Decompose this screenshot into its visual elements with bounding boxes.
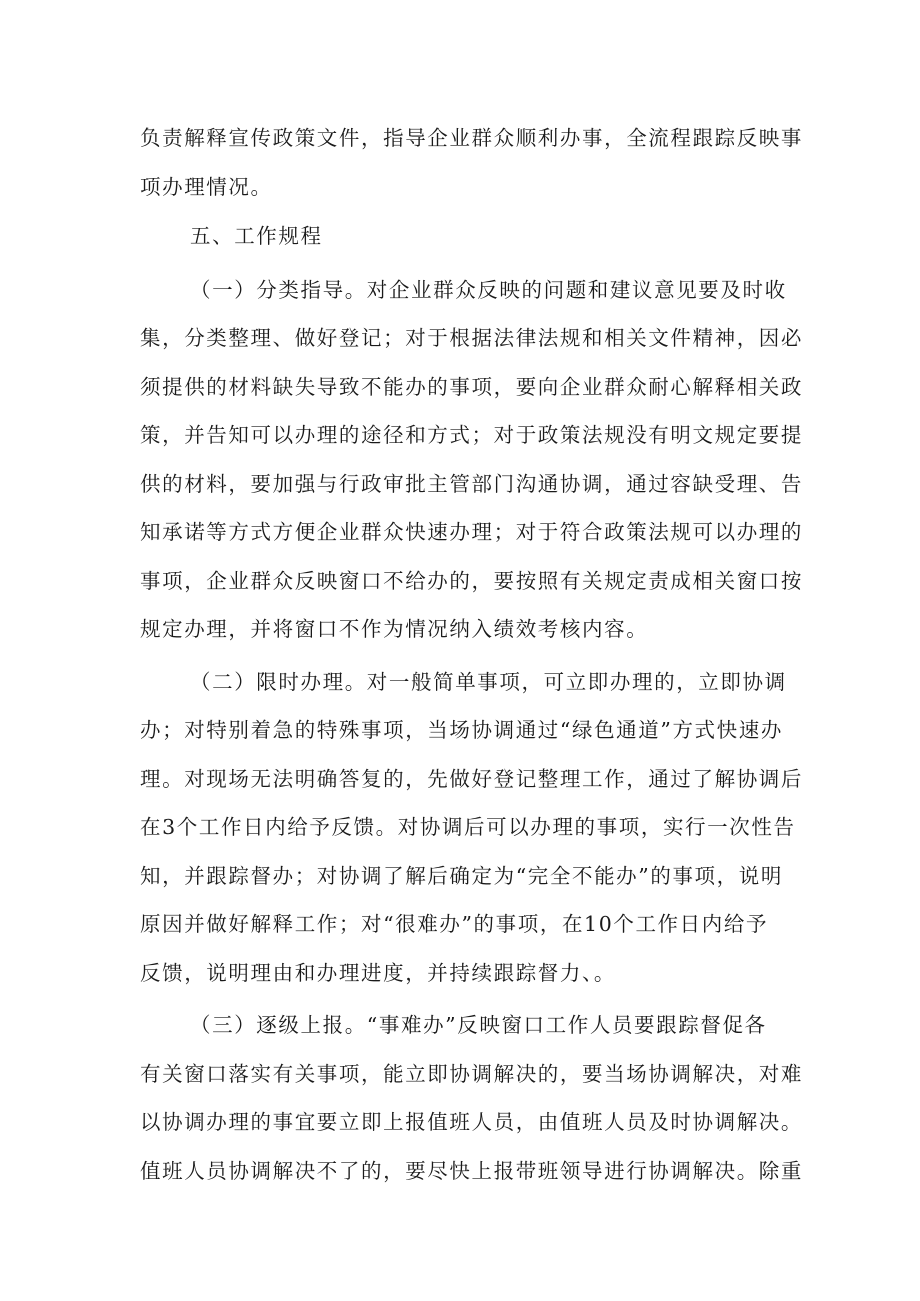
text-line: 知承诺等方式方便企业群众快速办理；对于符合政策法规可以办理的 [140,520,803,544]
text-line: 集，分类整理、做好登记；对于根据法律法规和相关文件精神，因必 [140,326,803,350]
text-line: 值班人员协调解决不了的，要尽快上报带班领导进行协调解决。除重 [140,1158,803,1183]
text-line: 知，并跟踪督办；对协调了解后确定为“完全不能办”的事项，说明 [140,863,783,888]
paragraph-classification-guidance [140,266,803,654]
text-line: 规定办理，并将窗口不作为情况纳入绩效考核内容。 [140,617,649,641]
section-heading [140,212,785,261]
paragraph-escalation [140,1001,803,1195]
text-line: 办；对特别着急的特殊事项，当场协调通过“绿色通道”方式快速办 [140,718,783,742]
text-line: 反馈，说明理由和办理进度，并持续跟踪督力、。 [140,960,616,985]
text-line: （三）逐级上报。“事难办”反映窗口工作人员要跟踪督促各 [190,1013,767,1037]
text-line: 在3个工作日内给予反馈。对协调后可以办理的事项，实行一次性告 [140,815,796,839]
text-line: 负责解释宣传政策文件，指导企业群众顺利办事，全流程跟踪反映事 [140,126,803,150]
text-line: 项办理情况。 [140,174,273,199]
text-line: （二）限时办理。对一般简单事项，可立即办理的，立即协调 [190,669,787,694]
text-line: 须提供的材料缺失导致不能办的事项，要向企业群众耐心解释相关政 [140,374,803,399]
heading-text: 五、工作规程 [190,224,323,248]
text-line: 以协调办理的事宜要立即上报值班人员，由值班人员及时协调解决。 [140,1110,803,1134]
text-line: 理。对现场无法明确答复的，先做好登记整理工作，通过了解协调后 [140,766,803,791]
text-line: （一）分类指导。对企业群众反映的问题和建议意见要及时收 [190,277,787,302]
text-line: 有关窗口落实有关事项，能立即协调解决的，要当场协调解决，对难 [140,1061,803,1086]
paragraph-intro [140,114,803,211]
text-line: 供的材料，要加强与行政审批主管部门沟通协调，通过容缺受理、告 [140,471,803,496]
text-line: 策，并告知可以办理的途径和方式；对于政策法规没有明文规定要提 [140,423,803,447]
document-body [140,114,803,1195]
text-line: 事项，企业群众反映窗口不给办的，要按照有关规定责成相关窗口按 [140,568,803,593]
text-line: 原因并做好解释工作；对“很难办”的事项，在10个工作日内给予 [140,912,769,936]
paragraph-timely-handling [140,658,803,998]
